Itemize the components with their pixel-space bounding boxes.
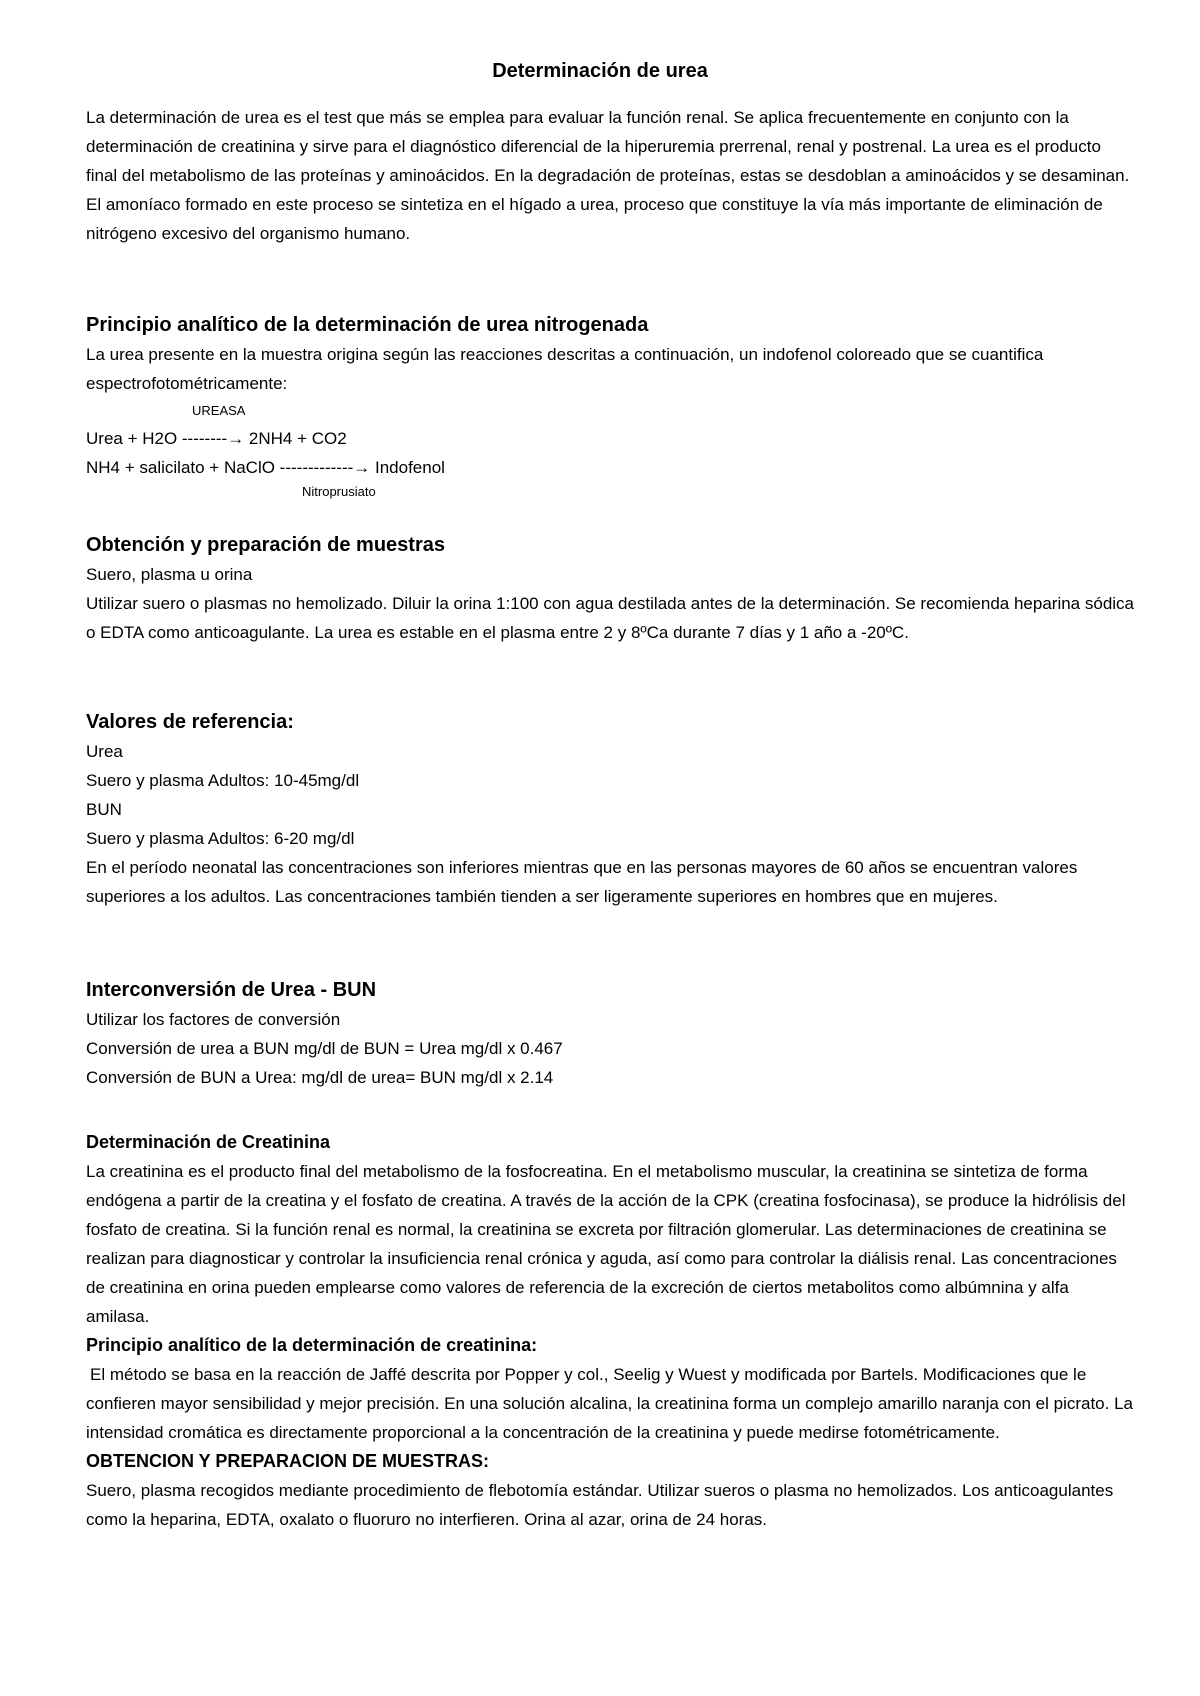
creatinine-section <box>86 1128 1136 1534</box>
reference-heading: Valores de referencia: <box>86 711 294 733</box>
urea-principle-section <box>86 310 1136 398</box>
creatinine-principle-heading: Principio analítico de la determinación de creatinina: <box>86 1335 538 1355</box>
conversion-line-2: Conversión de urea a BUN mg/dl de BUN = Urea mg/dl x 0.467 <box>86 1039 563 1058</box>
reference-urea-label: Urea <box>86 742 123 761</box>
enzyme-label: UREASA <box>192 403 246 418</box>
reference-bun-value: Suero y plasma Adultos: 6-20 mg/dl <box>86 829 355 848</box>
creatinine-samples-text: Suero, plasma recogidos mediante procedimiento de flebotomía estándar. Utilizar sueros o plasma no hemolizados. Los anticoagulantes como la heparina, EDTA, oxalato o fluoruro no interfieren. Orina al azar, orina de 24 horas. <box>86 1481 1114 1529</box>
urea-samples-text: Utilizar suero o plasmas no hemolizado. Diluir la orina 1:100 con agua destilada antes de la determinación. Se recomienda heparina sódica o EDTA como anticoagulante. La urea es estable en el plasma entre 2 y 8ºCa durante 7 días y 1 año a -20ºC. <box>86 594 1134 642</box>
conversion-section <box>86 975 1136 1092</box>
conversion-line-1: Utilizar los factores de conversión <box>86 1010 341 1029</box>
document-title: Determinación de urea <box>492 60 708 82</box>
reference-section <box>86 707 1136 911</box>
reference-bun-label: BUN <box>86 800 122 819</box>
reference-note: En el período neonatal las concentraciones son inferiores mientras que en las personas mayores de 60 años se encuentran valores superiores a los adultos. Las concentraciones también tienden a ser ligeramente superiores en hombres que en mujeres. <box>86 858 1078 906</box>
urea-samples-heading: Obtención y preparación de muestras <box>86 534 445 556</box>
intro-section <box>86 103 1136 248</box>
urea-samples-section <box>86 530 1136 647</box>
creatinine-principle-text: El método se basa en la reacción de Jaffé descrita por Popper y col., Seelig y Wuest y modificada por Bartels. Modificaciones que le confieren mayor sensibilidad y mejor precisión. En una solución alcalina, la creatinina forma un complejo amarillo naranja con el picrato. La intensidad cromática es directamente proporcional a la concentración de la creatinina y puede medirse fotométricamente. <box>86 1365 1133 1442</box>
reaction-2: NH4 + salicilato + NaClO -------------→ Indofenol <box>86 458 445 477</box>
conversion-heading: Interconversión de Urea - BUN <box>86 979 377 1001</box>
conversion-line-3: Conversión de BUN a Urea: mg/dl de urea= BUN mg/dl x 2.14 <box>86 1068 554 1087</box>
creatinine-heading: Determinación de Creatinina <box>86 1132 331 1152</box>
catalyst-label: Nitroprusiato <box>302 484 376 499</box>
reference-urea-value: Suero y plasma Adultos: 10-45mg/dl <box>86 771 360 790</box>
creatinine-text: La creatinina es el producto final del metabolismo de la fosfocreatina. En el metabolismo muscular, la creatinina se sintetiza de forma endógena a partir de la creatina y el fosfato de creatina. A través de la acción de la CPK (creatina fosfocinasa), se produce la hidrólisis del fosfato de creatina. Si la función renal es normal, la creatinina se excreta por filtración glomerular. Las determinaciones de creatinina se realizan para diagnosticar y controlar la insuficiencia renal crónica y aguda, así como para controlar la diálisis renal. Las concentraciones de creatinina en orina pueden emplearse como valores de referencia de la excreción de ciertos metabolitos como albúmnina y alfa amilasa. <box>86 1162 1126 1326</box>
urea-principle-text: La urea presente en la muestra origina según las reacciones descritas a continuación, un indofenol coloreado que se cuantifica espectrofotométricamente: <box>86 345 1044 393</box>
urea-principle-heading: Principio analítico de la determinación de urea nitrogenada <box>86 314 649 336</box>
intro-paragraph: La determinación de urea es el test que más se emplea para evaluar la función renal. Se aplica frecuentemente en conjunto con la determinación de creatinina y sirve para el diagnóstico diferencial de la hiperuremia prerrenal, renal y postrenal. La urea es el producto final del metabolismo de las proteínas y aminoácidos. En la degradación de proteínas, estas se desdoblan a aminoácidos y se desaminan. El amoníaco formado en este proceso se sintetiza en el hígado a urea, proceso que constituye la vía más importante de eliminación de nitrógeno excesivo del organismo humano. <box>86 108 1130 243</box>
reaction-1: Urea + H2O --------→ 2NH4 + CO2 <box>86 429 347 448</box>
urea-samples-type: Suero, plasma u orina <box>86 565 253 584</box>
creatinine-samples-heading: OBTENCION Y PREPARACION DE MUESTRAS: <box>86 1451 490 1471</box>
